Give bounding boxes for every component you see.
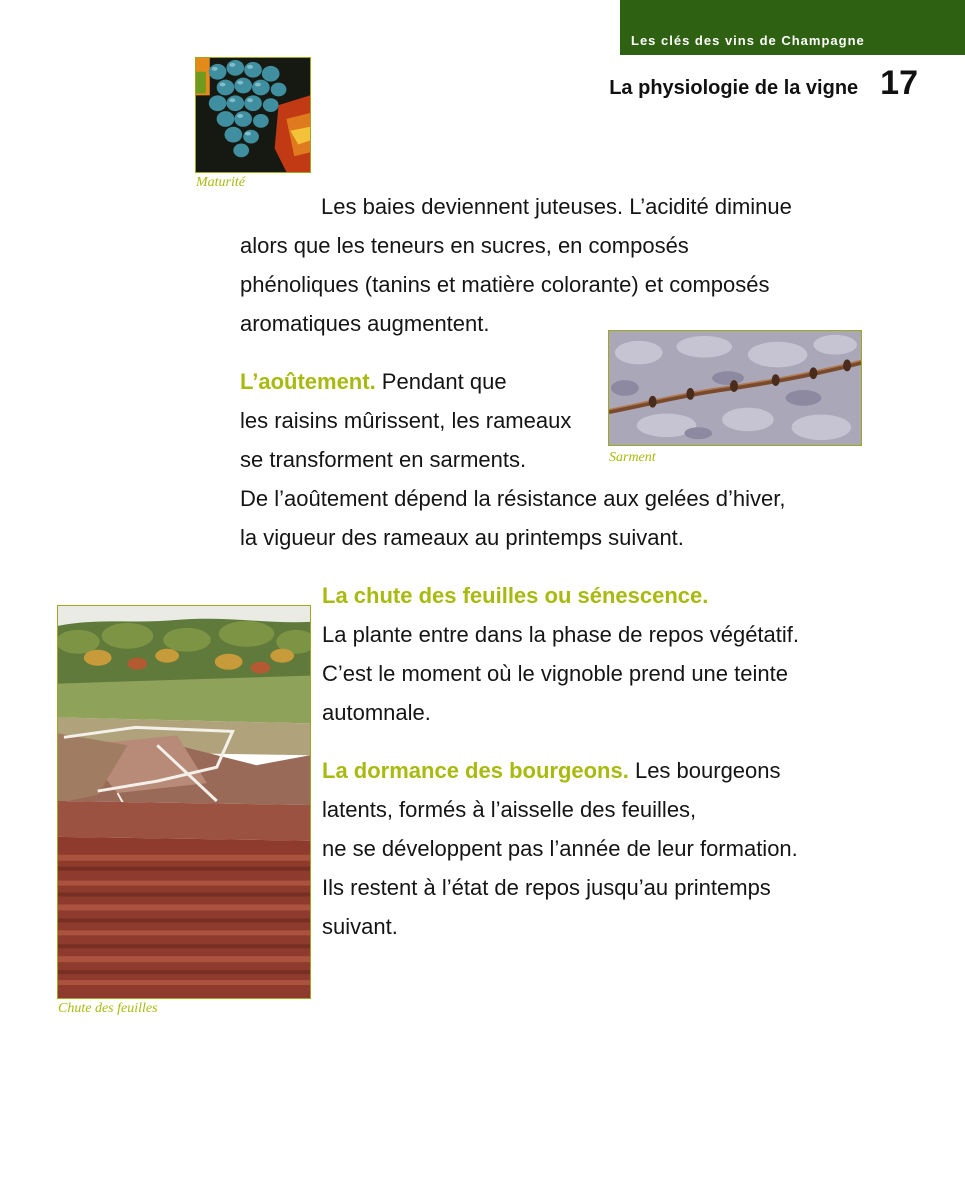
paragraph-line: se transforment en sarments. <box>240 447 527 472</box>
paragraph-line: latents, formés à l’aisselle des feuilles, <box>322 797 697 822</box>
sarment-caption: Sarment <box>609 450 656 465</box>
banner-title: Les clés des vins de Champagne <box>631 33 865 48</box>
paragraph-line: la vigueur des rameaux au printemps suivant. <box>240 525 684 550</box>
ripening-paragraph <box>240 187 792 343</box>
paragraph-line: La plante entre dans la phase de repos végétatif. <box>322 622 800 647</box>
section-first-line <box>240 362 785 401</box>
paragraph-line: ne se développent pas l’année de leur formation. <box>322 836 798 861</box>
paragraph-line: alors que les teneurs en sucres, en composés <box>240 233 689 258</box>
chapter-title: La physiologie de la vigne <box>609 77 859 99</box>
autumn-vineyard-image <box>58 606 310 998</box>
chute-heading: La chute des feuilles ou sénescence. <box>322 583 709 608</box>
paragraph-line: les raisins mûrissent, les rameaux <box>240 408 572 433</box>
paragraph-text: Pendant que <box>375 369 507 394</box>
aoutement-heading: L’aoûtement. <box>240 369 376 394</box>
dormance-heading: La dormance des bourgeons. <box>322 758 629 783</box>
paragraph-line: Les baies deviennent juteuses. L’acidité diminue <box>321 194 792 219</box>
right-column-sections <box>322 576 799 946</box>
paragraph-line: Ils restent à l’état de repos jusqu’au printemps <box>322 875 771 900</box>
chute-photo <box>57 605 311 999</box>
section-first-line <box>322 751 799 790</box>
grape-cluster-image <box>196 58 310 172</box>
chute-caption: Chute des feuilles <box>58 1001 158 1016</box>
page-number: 17 <box>880 64 918 102</box>
maturite-caption: Maturité <box>196 175 245 190</box>
section-gap <box>322 732 799 751</box>
chute-section <box>322 576 799 732</box>
paragraph-line: phénoliques (tanins et matière colorante) et composés <box>240 272 770 297</box>
page-header <box>609 64 918 103</box>
paragraph-line: C’est le moment où le vignoble prend une teinte <box>322 661 788 686</box>
paragraph-line: aromatiques augmentent. <box>240 311 490 336</box>
maturite-photo <box>195 57 311 173</box>
paragraph-text: Les bourgeons <box>628 758 781 783</box>
aoutement-section <box>240 362 785 557</box>
paragraph-line: De l’aoûtement dépend la résistance aux gelées d’hiver, <box>240 486 786 511</box>
dormance-section <box>322 751 799 946</box>
paragraph-line: suivant. <box>322 914 398 939</box>
header-banner <box>620 0 965 55</box>
paragraph-line: automnale. <box>322 700 431 725</box>
